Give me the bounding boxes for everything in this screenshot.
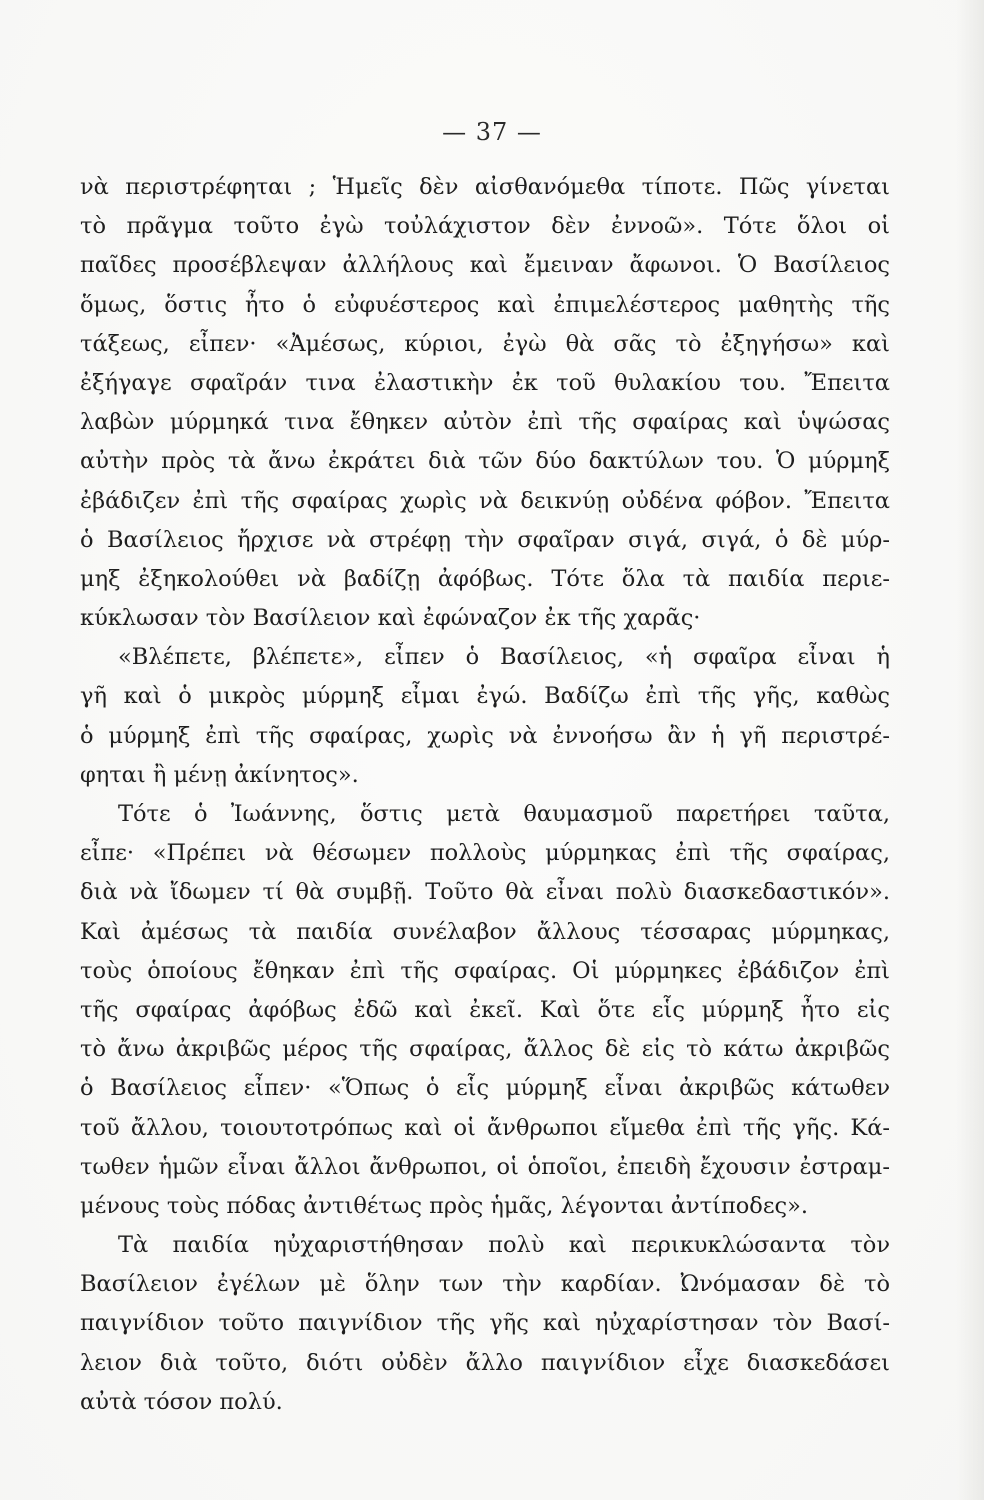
page-number: — 37 — [442, 118, 542, 146]
text-line: λειον διὰ τοῦτο, διότι οὐδὲν ἄλλο παιγνίδιον εἶχε διασκεδάσει [80, 1349, 890, 1376]
text-line: νὰ περιστρέφηται ; Ἡμεῖς δὲν αἰσθανόμεθα τίποτε. Πῶς γίνεται [80, 174, 890, 200]
text-line: διὰ νὰ ἴδωμεν τί θὰ συμβῇ. Τοῦτο θὰ εἶναι πολὺ διασκεδαστικόν». [80, 879, 890, 906]
text-line: Τότε ὁ Ἰωάννης, ὅστις μετὰ θαυμασμοῦ παρετήρει ταῦτα, [118, 801, 890, 827]
text-line: λαβὼν μύρμηκά τινα ἔθηκεν αὐτὸν ἐπὶ τῆς σφαίρας καὶ ὑψώσας [80, 409, 890, 436]
text-line: κύκλωσαν τὸν Βασίλειον καὶ ἐφώναζον ἐκ τῆς χαρᾶς· [80, 605, 701, 632]
text-line: ὁ Βασίλειος ἤρχισε νὰ στρέφῃ τὴν σφαῖραν σιγά, σιγά, ὁ δὲ μύρ- [80, 526, 890, 553]
text-line: παῖδες προσέβλεψαν ἀλλήλους καὶ ἔμειναν ἄφωνοι. Ὁ Βασίλειος [80, 252, 890, 279]
body-text [80, 168, 890, 1422]
text-line: Βασίλειον ἐγέλων μὲ ὅλην των τὴν καρδίαν. Ὠνόμασαν δὲ τὸ [80, 1271, 890, 1298]
text-line: ἐξήγαγε σφαῖράν τινα ἐλαστικὴν ἐκ τοῦ θυλακίου του. Ἔπειτα [80, 369, 890, 396]
text-line: μηξ ἐξηκολούθει νὰ βαδίζῃ ἀφόβως. Τότε ὅλα τὰ παιδία περιε- [80, 565, 890, 592]
text-line: Τὰ παιδία ηὐχαριστήθησαν πολὺ καὶ περικυκλώσαντα τὸν [118, 1232, 890, 1259]
text-line: τοὺς ὁποίους ἔθηκαν ἐπὶ τῆς σφαίρας. Οἱ μύρμηκες ἐβάδιζον ἐπὶ [80, 957, 890, 984]
text-line: φηται ἢ μένῃ ἀκίνητος». [80, 761, 359, 788]
text-line: ἐβάδιζεν ἐπὶ τῆς σφαίρας χωρὶς νὰ δεικνύῃ οὐδένα φόβον. Ἔπειτα [80, 487, 890, 514]
text-line: μένους τοὺς πόδας ἀντιθέτως πρὸς ἡμᾶς, λέγονται ἀντίποδες». [80, 1192, 808, 1219]
page-edge-shadow [956, 0, 984, 1500]
text-line: παιγνίδιον τοῦτο παιγνίδιον τῆς γῆς καὶ ηὐχαρίστησαν τὸν Βασί- [80, 1310, 890, 1337]
text-line: ὁ Βασίλειος εἶπεν· «Ὅπως ὁ εἷς μύρμηξ εἶναι ἀκριβῶς κάτωθεν [80, 1075, 890, 1102]
text-line: τωθεν ἡμῶν εἶναι ἄλλοι ἄνθρωποι, οἱ ὁποῖοι, ἐπειδὴ ἔχουσιν ἐστραμ- [80, 1153, 890, 1180]
text-line: τῆς σφαίρας ἀφόβως ἐδῶ καὶ ἐκεῖ. Καὶ ὅτε εἷς μύρμηξ ἦτο εἰς [80, 996, 890, 1023]
text-line: τοῦ ἄλλου, τοιουτοτρόπως καὶ οἱ ἄνθρωποι εἴμεθα ἐπὶ τῆς γῆς. Κά- [80, 1114, 890, 1141]
text-line: τάξεως, εἶπεν· «Ἀμέσως, κύριοι, ἐγὼ θὰ σᾶς τὸ ἐξηγήσω» καὶ [80, 330, 890, 357]
text-line: γῆ καὶ ὁ μικρὸς μύρμηξ εἶμαι ἐγώ. Βαδίζω ἐπὶ τῆς γῆς, καθὼς [80, 683, 890, 710]
text-line: τὸ πρᾶγμα τοῦτο ἐγὼ τοὐλάχιστον δὲν ἐννοῶ». Τότε ὅλοι οἱ [80, 213, 890, 240]
text-line: ὅμως, ὅστις ἦτο ὁ εὐφυέστερος καὶ ἐπιμελέστερος μαθητὴς τῆς [80, 291, 890, 318]
text-line: εἶπε· «Πρέπει νὰ θέσωμεν πολλοὺς μύρμηκας ἐπὶ τῆς σφαίρας, [80, 840, 890, 867]
text-line: ὁ μύρμηξ ἐπὶ τῆς σφαίρας, χωρὶς νὰ ἐννοήσω ἂν ἡ γῆ περιστρέ- [80, 722, 890, 749]
text-line: αὐτὰ τόσον πολύ. [80, 1388, 283, 1415]
text-line: «Βλέπετε, βλέπετε», εἶπεν ὁ Βασίλειος, «ἡ σφαῖρα εἶναι ἡ [118, 644, 890, 671]
text-line: Καὶ ἀμέσως τὰ παιδία συνέλαβον ἄλλους τέσσαρας μύρμηκας, [80, 918, 890, 945]
text-line: αὐτὴν πρὸς τὰ ἄνω ἐκράτει διὰ τῶν δύο δακτύλων του. Ὁ μύρμηξ [80, 448, 890, 475]
text-line: τὸ ἄνω ἀκριβῶς μέρος τῆς σφαίρας, ἄλλος δὲ εἰς τὸ κάτω ἀκριβῶς [80, 1036, 890, 1063]
